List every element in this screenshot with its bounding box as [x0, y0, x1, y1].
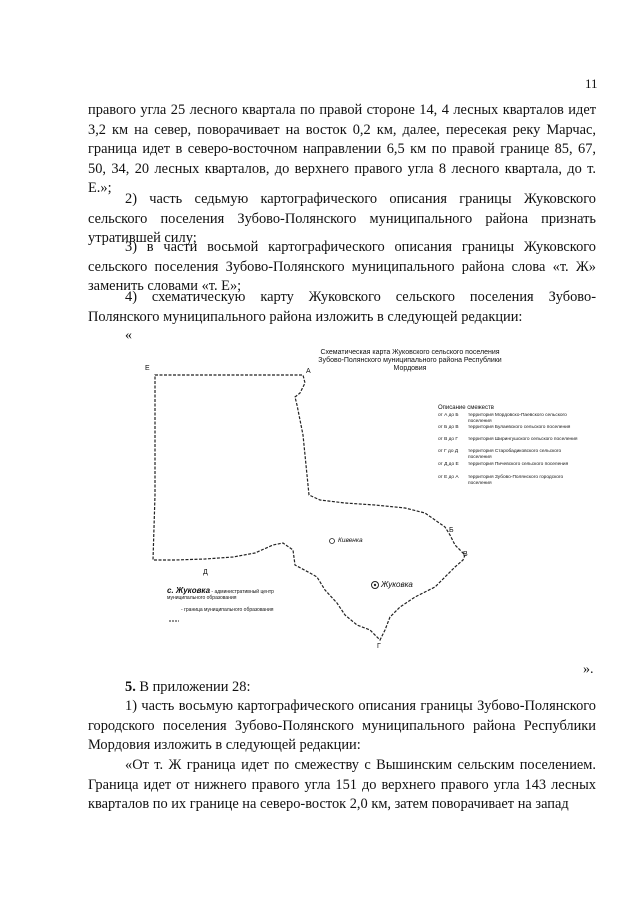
- page-number: 11: [585, 76, 598, 91]
- point-label-a: А: [306, 368, 311, 375]
- key-center-text: - административный центр муниципального образования: [167, 589, 274, 601]
- legend-row: от А до Б территория Мордовско-Паевского сельского поселения: [438, 413, 567, 424]
- legend-row: от Д до Е территория Пичевского сельского поселения: [438, 462, 569, 467]
- section-5-text: В приложении 28:: [135, 679, 251, 695]
- legend-row: от В до Г территория Ширингушского сельского поселения: [438, 437, 578, 442]
- point-label-e: Е: [145, 365, 150, 372]
- schematic-map: [145, 345, 600, 657]
- quote-open: «: [125, 328, 132, 343]
- legend-row: от Г до Д территория Старобадиковского сельского поселения: [438, 449, 562, 460]
- point-label-v: В: [463, 551, 468, 558]
- key-center-name: с. Жуковка: [167, 586, 211, 595]
- quote-close: ».: [583, 662, 594, 677]
- legend-row: от Е до А территория Зубово-Полянского городского поселения: [438, 475, 564, 486]
- place-zhukovka: Жуковка: [381, 580, 413, 589]
- point-label-d: Д: [203, 569, 208, 576]
- map-title: Схематическая карта Жуковского сельского поселения Зубово-Полянского муниципального района Республики Мордовия: [318, 349, 502, 372]
- kivenka-marker: [330, 539, 335, 544]
- legend-heading: Описание смежеств: [438, 405, 494, 411]
- section-5-number: 5.: [125, 679, 136, 695]
- key-boundary-text: - граница муниципального образования: [181, 607, 274, 613]
- point-label-b: Б: [449, 527, 454, 534]
- paragraph-continuation: правого угла 25 лесного квартала по правой стороне 14, 4 лесных кварталов идет 3,2 км на север, поворачивает на восток 0,2 км, далее, пересекая реку Марчас, граница идет в северо-восточном направлении 6,5 км по правой границе 85, 67, 50, 34, 20 лесных кварталов, до верхнего правого угла 8 лесного квартала, до т. Е.»;: [88, 102, 596, 197]
- paragraph-section5-item-1: 1) часть восьмую картографического описания границы Зубово-Полянского городского поселения Зубово-Полянского муниципального района Республики Мордовия изложить в следующей редакции:: [88, 698, 596, 754]
- legend-row: от Б до В территория Булаевского сельского поселения: [438, 425, 571, 430]
- paragraph-item-3: 3) в части восьмой картографического описания границы Жуковского сельского поселения Зубово-Полянского муниципального района слова «т. Ж» заменить словами «т. Е»;: [88, 239, 596, 295]
- point-label-g: Г: [377, 643, 381, 650]
- map-key: [167, 588, 279, 613]
- paragraph-item-2: 2) часть седьмую картографического описания границы Жуковского сельского поселения Зубово-Полянского муниципального района признать утратившей силу;: [88, 191, 596, 247]
- paragraph-item-4: 4) схематическую карту Жуковского сельского поселения Зубово-Полянского муниципального района изложить в следующей редакции:: [88, 289, 596, 325]
- section-5-heading: [125, 678, 250, 697]
- place-kivenka: Кивенка: [338, 537, 363, 544]
- paragraph-section5-quote: «От т. Ж граница идет по смежеству с Вышинским сельским поселением. Граница идет от нижнего правого угла 151 до верхнего правого угла 143 лесных кварталов по их границе на северо-восток 2,0 км, затем поворачивает на запад: [88, 757, 596, 813]
